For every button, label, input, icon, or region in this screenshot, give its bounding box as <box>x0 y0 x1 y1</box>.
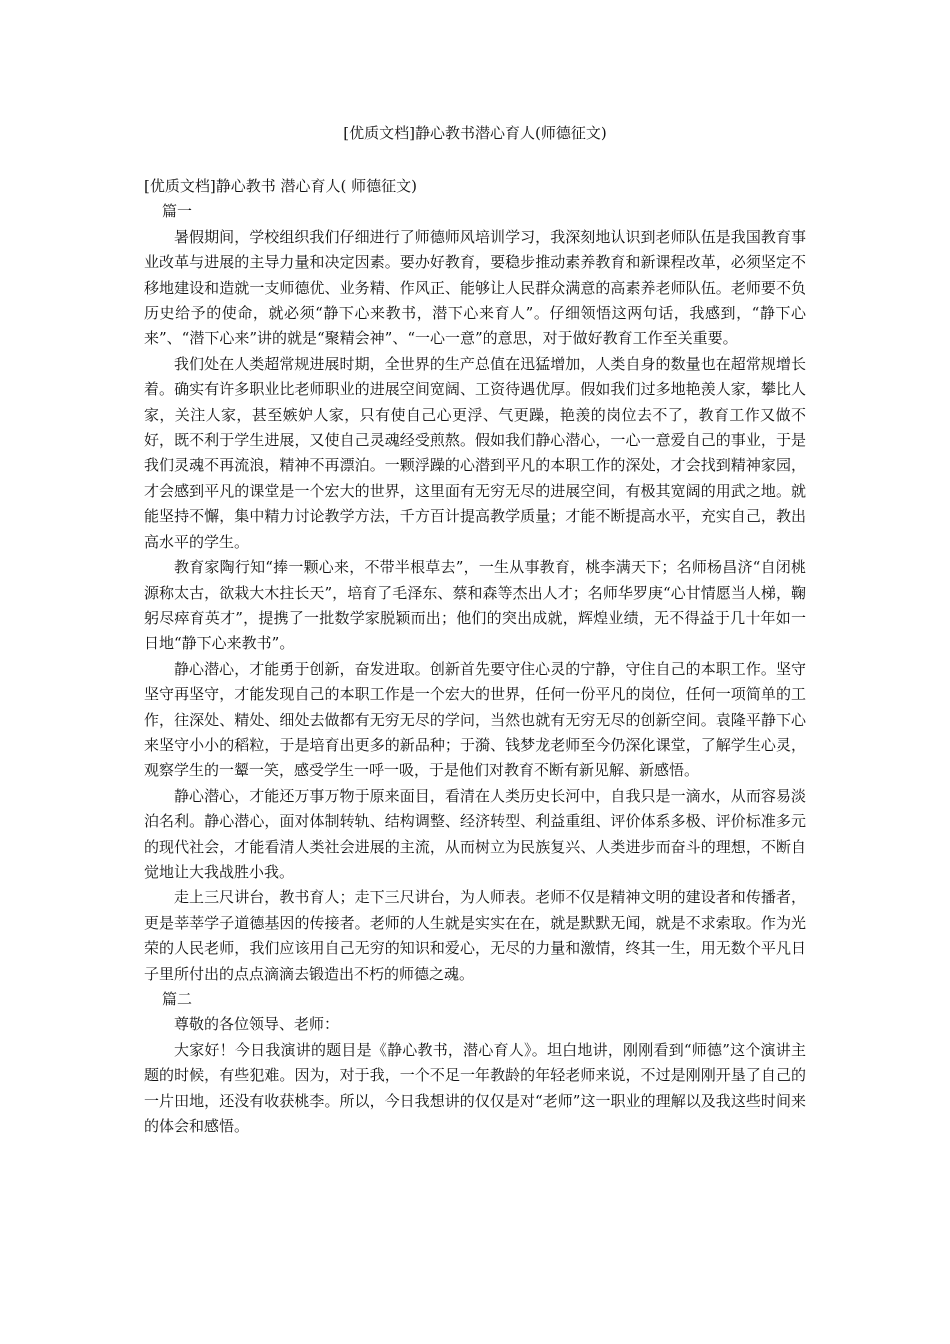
section-label-2: 篇二 <box>162 990 193 1008</box>
paragraph: 走上三尺讲台，教书育人；走下三尺讲台，为人师表。老师不仅是精神文明的建设者和传播者，更是莘莘学子道德基因的传接者。老师的人生就是实实在在，就是默默无闻，就是不求索取。作为光荣的人民老师，我们应该用自己无穷的知识和爱心，无尽的力量和激情，终其一生，用无数个平凡日子里所付出的点点滴滴去锻造出不朽的师德之魂。 <box>144 888 806 983</box>
document-title: [优质文档]静心教书 潜心育人( 师德征文) <box>144 177 417 195</box>
document-body <box>144 174 806 1139</box>
page-header-title: [优质文档]静心教书潜心育人(师德征文) <box>343 124 607 142</box>
section-label-1: 篇一 <box>162 202 193 221</box>
paragraph: 静心潜心，才能勇于创新，奋发进取。创新首先要守住心灵的宁静，守住自己的本职工作。坚守坚守再坚守，才能发现自己的本职工作是一个宏大的世界，任何一份平凡的岗位，任何一项简单的工作，往深处、精处、细处去做都有无穷无尽的学问，当然也就有无穷无尽的创新空间。袁隆平静下心来坚守小小的稻粒，于是培育出更多的新品种；于漪、钱梦龙老师至今仍深化课堂，了解学生心灵，观察学生的一颦一笑，感受学生一呼一吸，于是他们对教育不断有新见解、新感悟。 <box>144 659 806 780</box>
paragraph: 暑假期间，学校组织我们仔细进行了师德师风培训学习，我深刻地认识到老师队伍是我国教育事业改革与进展的主导力量和决定因素。要办好教育，要稳步推动素养教育和新课程改革，必须坚定不移地建设和造就一支师德优、业务精、作风正、能够让人民群众满意的高素养老师队伍。老师要不负历史给予的使命，就必须“静下心来教书，潜下心来育人”。仔细领悟这两句话，我感到，“静下心来”、“潜下心来”讲的就是“聚精会神”、“一心一意”的意思，对于做好教育工作至关重要。 <box>144 227 806 348</box>
paragraph: 我们处在人类超常规进展时期，全世界的生产总值在迅猛增加，人类自身的数量也在超常规增长着。确实有许多职业比老师职业的进展空间宽阔、工资待遇优厚。假如我们过多地艳羡人家，攀比人家，关注人家，甚至嫉妒人家，只有使自己心更浮、气更躁，艳羡的岗位去不了，教育工作又做不好，既不利于学生进展，又使自己灵魂经受煎熬。假如我们静心潜心，一心一意爱自己的事业，于是我们灵魂不再流浪，精神不再漂泊。一颗浮躁的心潜到平凡的本职工作的深处，才会找到精神家园，才会感到平凡的课堂是一个宏大的世界，这里面有无穷无尽的进展空间，有极其宽阔的用武之地。就能坚持不懈，集中精力讨论教学方法，千方百计提高教学质量；才能不断提高水平，充实自己，教出高水平的学生。 <box>144 354 806 551</box>
paragraph: 大家好！今日我演讲的题目是《静心教书，潜心育人》。坦白地讲，刚刚看到“师德”这个演讲主题的时候，有些犯难。因为，对于我，一个不足一年教龄的年轻老师来说，不过是刚刚开垦了自己的一片田地，还没有收获桃李。所以，今日我想讲的仅仅是对“老师”这一职业的理解以及我这些时间来的体会和感悟。 <box>144 1040 806 1136</box>
paragraph: 教育家陶行知“捧一颗心来，不带半根草去”，一生从事教育，桃李满天下；名师杨昌济“自闭桃源称太古，欲栽大木拄长天”，培育了毛泽东、蔡和森等杰出人才；名师华罗庚“心甘情愿当人梯，鞠躬尽瘁育英才”，提携了一批数学家脱颖而出；他们的突出成就，辉煌业绩，无不得益于几十年如一日地“静下心来教书”。 <box>144 558 806 653</box>
paragraph: 尊敬的各位领导、老师： <box>174 1015 340 1034</box>
paragraph: 静心潜心，才能还万事万物于原来面目，看清在人类历史长河中，自我只是一滴水，从而容易淡泊名利。静心潜心，面对体制转轨、结构调整、经济转型、利益重组、评价体系多极、评价标准多元的现代社会，才能看清人类社会进展的主流，从而树立为民族复兴、人类进步而奋斗的理想，不断自觉地让大我战胜小我。 <box>144 786 806 881</box>
